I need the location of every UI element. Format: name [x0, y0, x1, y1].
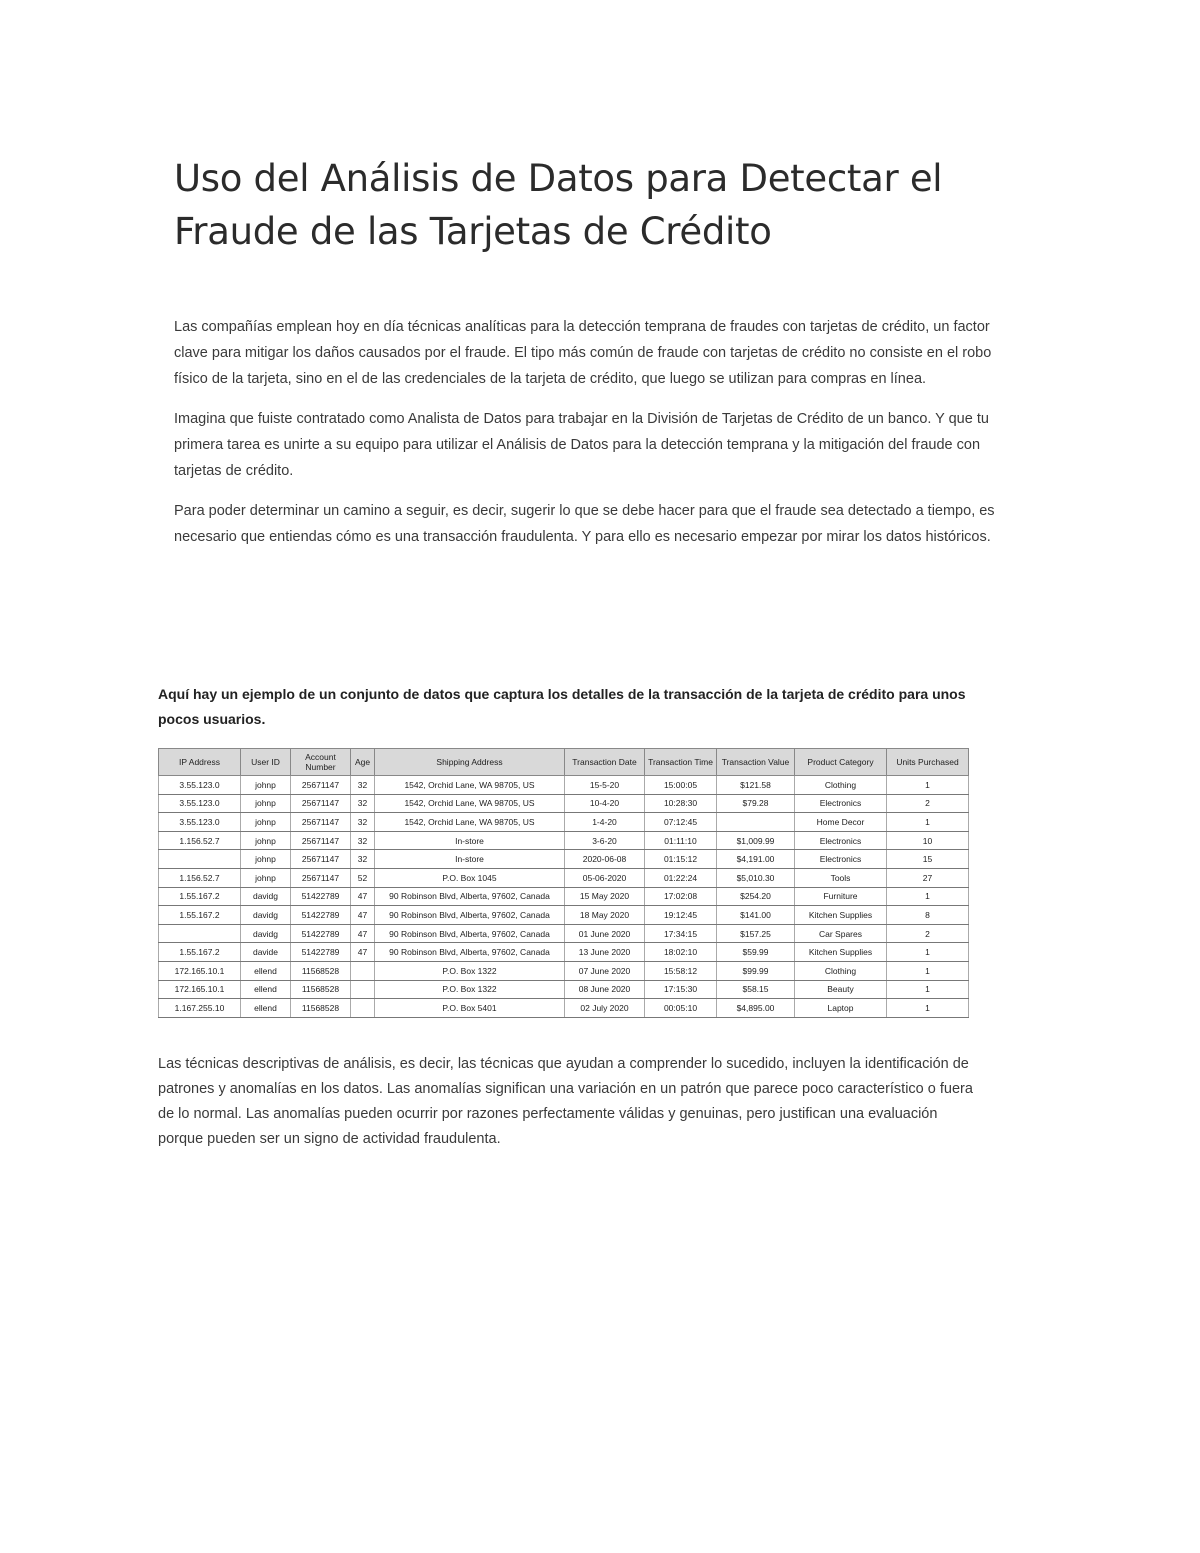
table-cell: $59.99 [717, 943, 795, 962]
table-cell: Clothing [795, 776, 887, 795]
table-row [159, 776, 969, 795]
table-cell: 15:58:12 [645, 961, 717, 980]
table-cell: 01 June 2020 [565, 924, 645, 943]
table-cell: 17:02:08 [645, 887, 717, 906]
table-cell: 10 [887, 831, 969, 850]
table-cell: 11568528 [291, 980, 351, 999]
table-cell: 13 June 2020 [565, 943, 645, 962]
table-cell: 51422789 [291, 943, 351, 962]
table-cell: 1 [887, 813, 969, 832]
table-cell: 1.55.167.2 [159, 906, 241, 925]
table-cell: 51422789 [291, 887, 351, 906]
table-cell: In-store [375, 831, 565, 850]
table-cell: johnp [241, 776, 291, 795]
table-cell: 2 [887, 924, 969, 943]
table-cell: P.O. Box 1045 [375, 868, 565, 887]
page-title: Uso del Análisis de Datos para Detectar el Fraude de las Tarjetas de Crédito [174, 157, 943, 253]
table-cell: 51422789 [291, 924, 351, 943]
table-cell: $157.25 [717, 924, 795, 943]
column-header: Transaction Date [565, 749, 645, 776]
table-cell: davidg [241, 906, 291, 925]
column-header: IP Address [159, 749, 241, 776]
table-cell: Kitchen Supplies [795, 906, 887, 925]
table-cell: 25671147 [291, 813, 351, 832]
table-cell: 01:15:12 [645, 850, 717, 869]
table-cell: 1 [887, 776, 969, 795]
table-row [159, 980, 969, 999]
table-row [159, 887, 969, 906]
table-cell: 172.165.10.1 [159, 961, 241, 980]
table-cell: 15 May 2020 [565, 887, 645, 906]
table-header-row [159, 749, 969, 776]
table-cell: 11568528 [291, 961, 351, 980]
table-cell: 15 [887, 850, 969, 869]
table-cell: 1 [887, 943, 969, 962]
table-cell: Furniture [795, 887, 887, 906]
table-cell: 3.55.123.0 [159, 794, 241, 813]
table-cell: ellend [241, 961, 291, 980]
table-cell: 1 [887, 999, 969, 1018]
table-cell: 01:11:10 [645, 831, 717, 850]
table-cell: 90 Robinson Blvd, Alberta, 97602, Canada [375, 887, 565, 906]
table-cell: 1542, Orchid Lane, WA 98705, US [375, 794, 565, 813]
table-cell: johnp [241, 831, 291, 850]
table-cell: 15:00:05 [645, 776, 717, 795]
table-cell: johnp [241, 868, 291, 887]
table-cell: $141.00 [717, 906, 795, 925]
table-cell [159, 850, 241, 869]
table-cell: ellend [241, 999, 291, 1018]
table-cell: johnp [241, 794, 291, 813]
table-caption: Aquí hay un ejemplo de un conjunto de datos que captura los detalles de la transacción de la tarjeta de crédito para unos pocos usuarios. [158, 686, 966, 727]
table-cell: 17:34:15 [645, 924, 717, 943]
column-header: Account Number [291, 749, 351, 776]
table-cell: 51422789 [291, 906, 351, 925]
table-cell: 1 [887, 887, 969, 906]
table-cell: 172.165.10.1 [159, 980, 241, 999]
table-cell: $1,009.99 [717, 831, 795, 850]
column-header: Product Category [795, 749, 887, 776]
table-cell: 1 [887, 961, 969, 980]
table-cell: 90 Robinson Blvd, Alberta, 97602, Canada [375, 924, 565, 943]
table-cell: 1-4-20 [565, 813, 645, 832]
table-cell: 1.156.52.7 [159, 868, 241, 887]
table-cell: 19:12:45 [645, 906, 717, 925]
table-cell: 32 [351, 850, 375, 869]
table-cell: 00:05:10 [645, 999, 717, 1018]
table-cell: Tools [795, 868, 887, 887]
table-cell: Electronics [795, 794, 887, 813]
table-cell: 32 [351, 813, 375, 832]
table-cell: Clothing [795, 961, 887, 980]
table-cell: 18:02:10 [645, 943, 717, 962]
table-cell: 8 [887, 906, 969, 925]
table-cell: 10-4-20 [565, 794, 645, 813]
column-header: Units Purchased [887, 749, 969, 776]
table-cell: 47 [351, 924, 375, 943]
table-cell: 1542, Orchid Lane, WA 98705, US [375, 776, 565, 795]
table-row [159, 794, 969, 813]
table-cell: 25671147 [291, 850, 351, 869]
table-cell: ellend [241, 980, 291, 999]
table-cell: 90 Robinson Blvd, Alberta, 97602, Canada [375, 943, 565, 962]
table-cell: 11568528 [291, 999, 351, 1018]
table-cell: 3.55.123.0 [159, 813, 241, 832]
table-row [159, 943, 969, 962]
table-cell [159, 924, 241, 943]
table-row [159, 999, 969, 1018]
table-cell: 52 [351, 868, 375, 887]
table-cell: 1 [887, 980, 969, 999]
table-cell: P.O. Box 1322 [375, 961, 565, 980]
table-cell: $4,191.00 [717, 850, 795, 869]
table-cell: 27 [887, 868, 969, 887]
table-cell: 1542, Orchid Lane, WA 98705, US [375, 813, 565, 832]
table-cell: Home Decor [795, 813, 887, 832]
intro-paragraph: Las compañías emplean hoy en día técnicas analíticas para la detección temprana de fraudes con tarjetas de crédito, un factor clave para mitigar los daños causados por el fraude. El tipo más común de fraude con tarjetas de crédito no consiste en el robo físico de la tarjeta, sino en el de las credenciales de la tarjeta de crédito, que luego se utilizan para compras en línea. [174, 319, 992, 387]
table-cell: $99.99 [717, 961, 795, 980]
table-cell: $254.20 [717, 887, 795, 906]
column-header: Shipping Address [375, 749, 565, 776]
table-row [159, 831, 969, 850]
table-cell: $121.58 [717, 776, 795, 795]
table-cell: 25671147 [291, 831, 351, 850]
closing-paragraph: Las técnicas descriptivas de análisis, es decir, las técnicas que ayudan a comprender lo sucedido, incluyen la identificación de patrones y anomalías en los datos. Las anomalías significan una variación en un patrón que parece poco característico o fuera de lo normal. Las anomalías pueden ocurrir por razones perfectamente válidas y genuinas, pero justifican una evaluación porque pueden ser un signo de actividad fraudulenta. [158, 1056, 973, 1147]
table-cell: 47 [351, 906, 375, 925]
column-header: User ID [241, 749, 291, 776]
table-cell: 47 [351, 887, 375, 906]
column-header: Age [351, 749, 375, 776]
table-cell: 47 [351, 943, 375, 962]
table-cell: 10:28:30 [645, 794, 717, 813]
table-cell: 1.156.52.7 [159, 831, 241, 850]
table-cell: In-store [375, 850, 565, 869]
table-row [159, 961, 969, 980]
table-cell: 1.55.167.2 [159, 943, 241, 962]
table-cell [351, 961, 375, 980]
table-cell: P.O. Box 5401 [375, 999, 565, 1018]
table-cell: 25671147 [291, 794, 351, 813]
table-cell: 3.55.123.0 [159, 776, 241, 795]
table-cell: johnp [241, 813, 291, 832]
table-cell [717, 813, 795, 832]
table-cell: 25671147 [291, 868, 351, 887]
table-cell: Electronics [795, 831, 887, 850]
table-cell: 07 June 2020 [565, 961, 645, 980]
table-cell: Electronics [795, 850, 887, 869]
table-cell: $5,010.30 [717, 868, 795, 887]
table-cell: 1.167.255.10 [159, 999, 241, 1018]
table-body [159, 776, 969, 1018]
table-cell: 1.55.167.2 [159, 887, 241, 906]
table-cell: 32 [351, 831, 375, 850]
table-cell: P.O. Box 1322 [375, 980, 565, 999]
table-cell: 32 [351, 776, 375, 795]
intro-section [174, 314, 1024, 564]
table-cell: 01:22:24 [645, 868, 717, 887]
table-cell [351, 980, 375, 999]
table-cell: davide [241, 943, 291, 962]
transactions-table-wrapper [158, 748, 969, 1018]
transactions-table [158, 748, 969, 1018]
table-cell: johnp [241, 850, 291, 869]
table-row [159, 906, 969, 925]
column-header: Transaction Value [717, 749, 795, 776]
table-cell: davidg [241, 924, 291, 943]
table-cell [351, 999, 375, 1018]
table-row [159, 924, 969, 943]
table-cell: davidg [241, 887, 291, 906]
table-cell: 25671147 [291, 776, 351, 795]
table-row [159, 813, 969, 832]
table-cell: 2020-06-08 [565, 850, 645, 869]
table-cell: Car Spares [795, 924, 887, 943]
table-cell: 05-06-2020 [565, 868, 645, 887]
table-row [159, 850, 969, 869]
table-cell: 07:12:45 [645, 813, 717, 832]
table-cell: 17:15:30 [645, 980, 717, 999]
column-header: Transaction Time [645, 749, 717, 776]
table-cell: 15-5-20 [565, 776, 645, 795]
table-cell: $58.15 [717, 980, 795, 999]
table-row [159, 868, 969, 887]
table-cell: Laptop [795, 999, 887, 1018]
table-cell: 90 Robinson Blvd, Alberta, 97602, Canada [375, 906, 565, 925]
intro-paragraph: Para poder determinar un camino a seguir, es decir, sugerir lo que se debe hacer para que el fraude sea detectado a tiempo, es necesario que entiendas cómo es una transacción fraudulenta. Y para ello es necesario empezar por mirar los datos históricos. [174, 503, 995, 545]
table-cell: Beauty [795, 980, 887, 999]
table-cell: 02 July 2020 [565, 999, 645, 1018]
table-cell: Kitchen Supplies [795, 943, 887, 962]
table-cell: 3-6-20 [565, 831, 645, 850]
table-cell: $4,895.00 [717, 999, 795, 1018]
table-cell: 2 [887, 794, 969, 813]
table-cell: 32 [351, 794, 375, 813]
intro-paragraph: Imagina que fuiste contratado como Analista de Datos para trabajar en la División de Tarjetas de Crédito de un banco. Y que tu primera tarea es unirte a su equipo para utilizar el Análisis de Datos para la detección temprana y la mitigación del fraude con tarjetas de crédito. [174, 411, 989, 479]
table-cell: 08 June 2020 [565, 980, 645, 999]
table-cell: 18 May 2020 [565, 906, 645, 925]
table-cell: $79.28 [717, 794, 795, 813]
